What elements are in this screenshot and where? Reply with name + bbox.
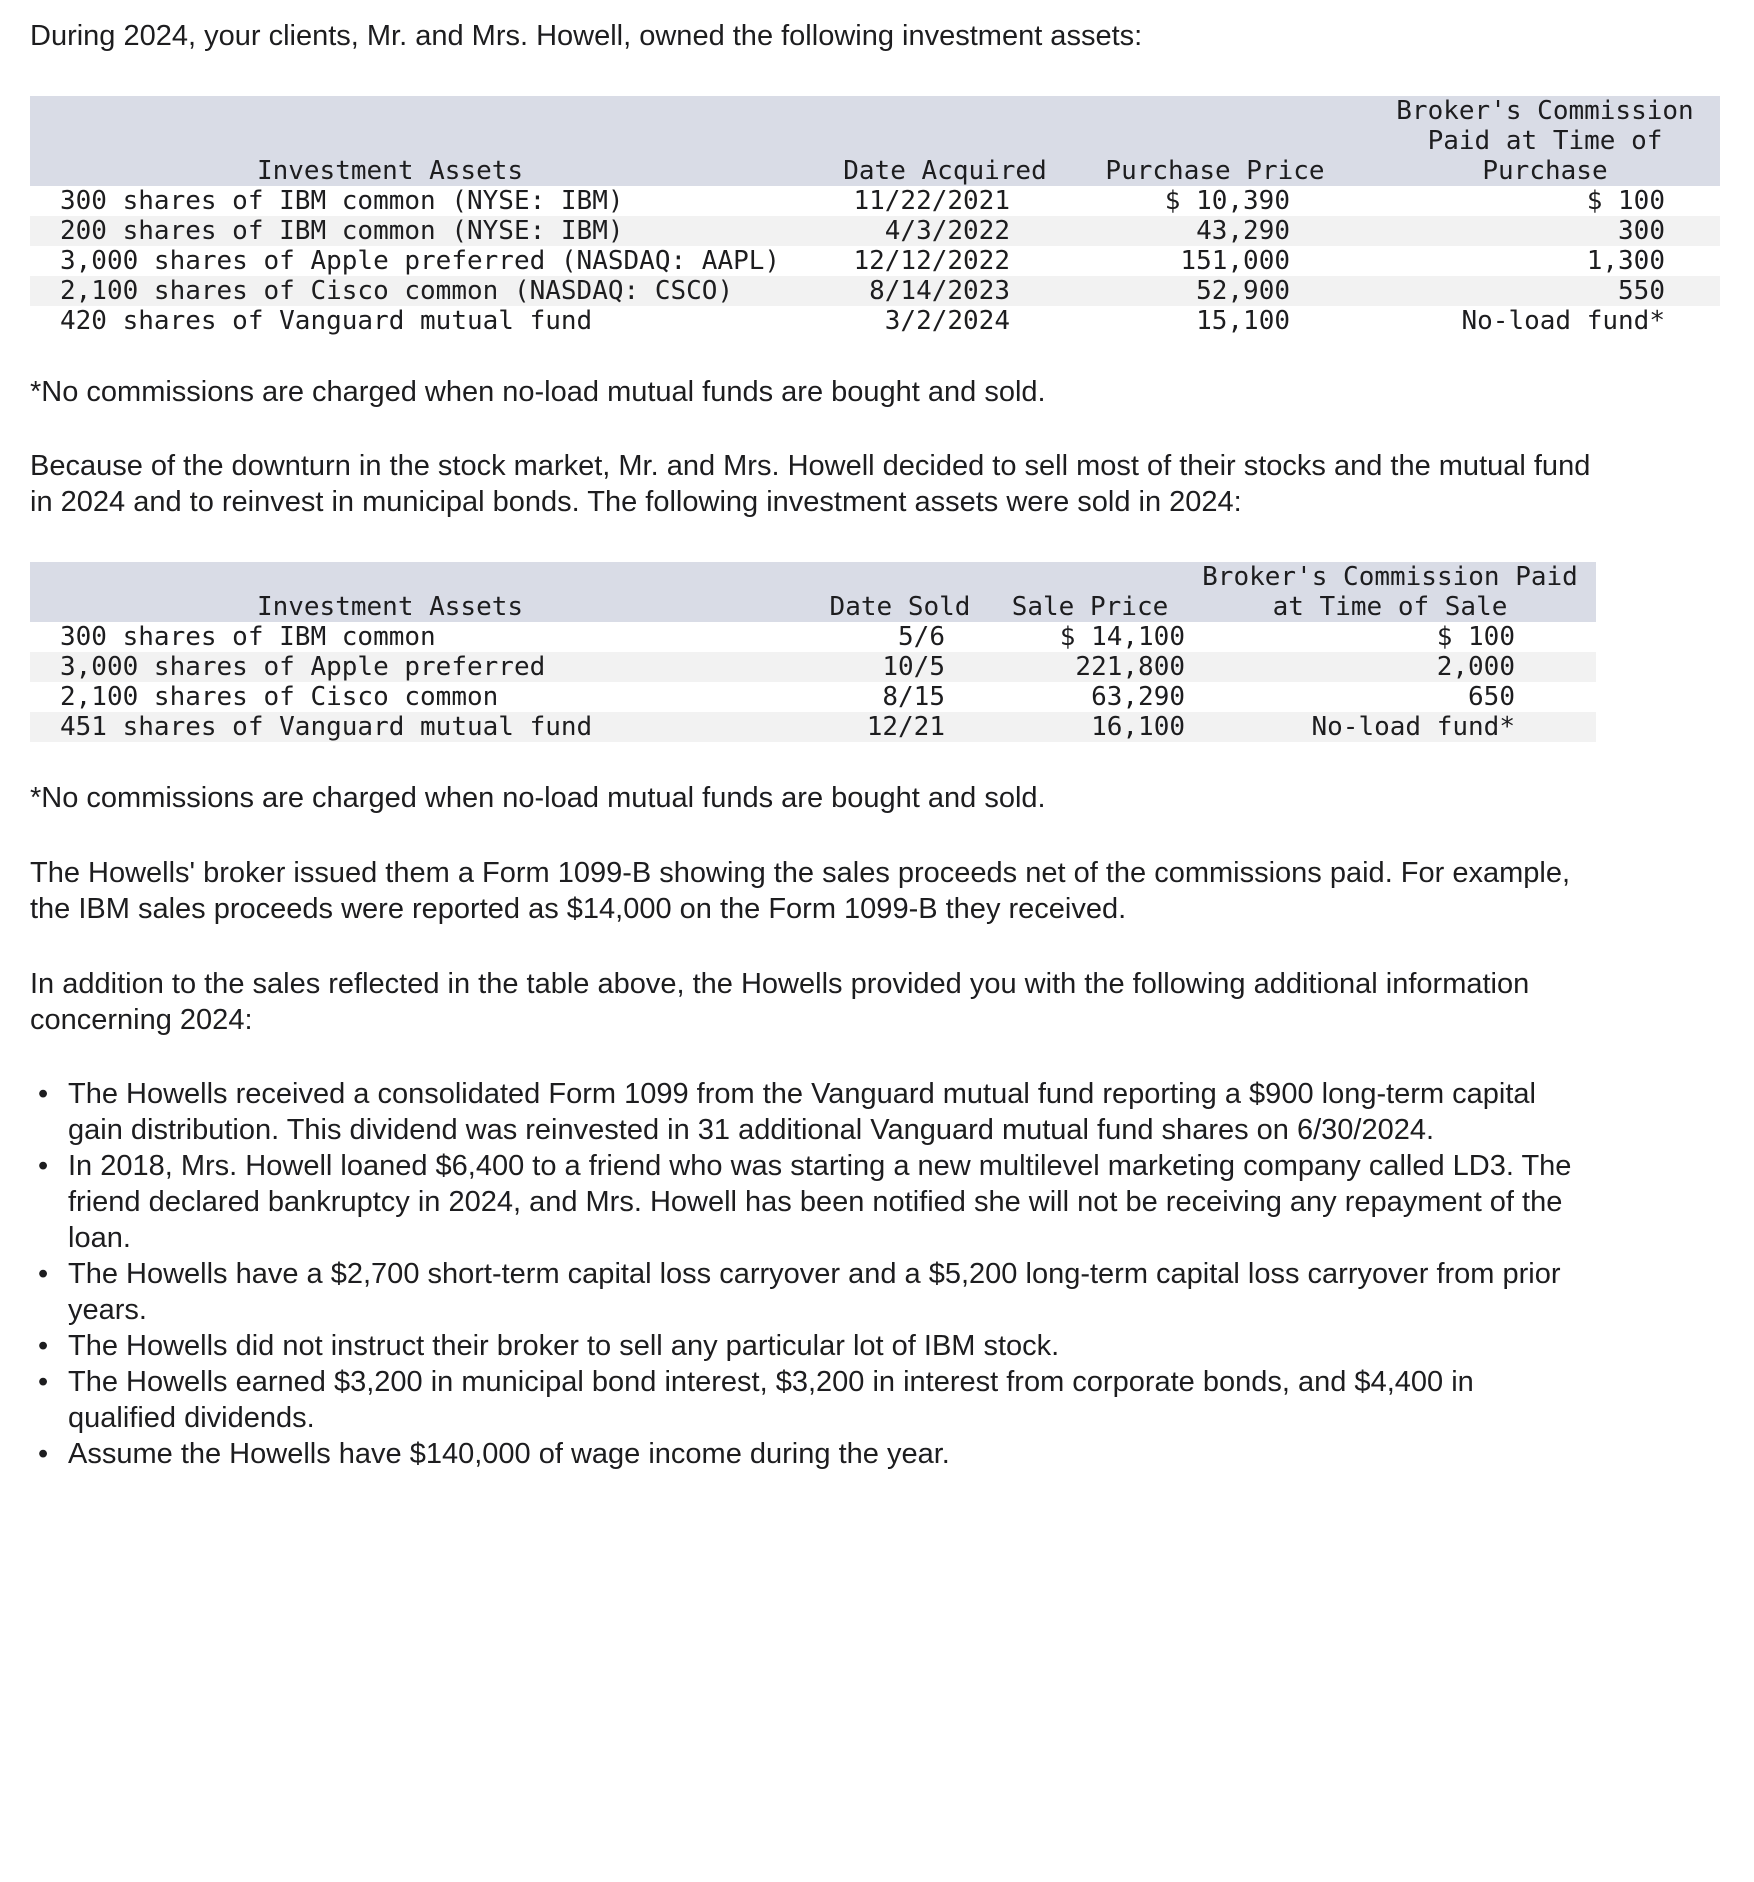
purchase-commission: 300 (1618, 216, 1665, 246)
purchase-date: 4/3/2022 (884, 216, 1010, 246)
additional-info-list (30, 1076, 1730, 1472)
list-item-text: The Howells earned $3,200 in municipal bond interest, $3,200 in interest from corporate bonds, and $4,400 in (68, 1366, 1474, 1398)
purchase-asset: 300 shares of IBM common (NYSE: IBM) (60, 186, 624, 216)
intro-text: During 2024, your clients, Mr. and Mrs. Howell, owned the following investment assets: (30, 20, 1143, 52)
sales-header-price: Sale Price (1011, 592, 1169, 622)
purchase-price: 43,290 (1196, 216, 1290, 246)
sale-price: 16,100 (1091, 712, 1185, 742)
purchase-asset: 3,000 shares of Apple preferred (NASDAQ: AAPL) (60, 246, 781, 276)
list-item-text: Assume the Howells have $140,000 of wage income during the year. (68, 1438, 950, 1470)
list-item-text: loan. (68, 1222, 131, 1254)
paragraph-additional-info: In addition to the sales reflected in the table above, the Howells provided you with the following additional information (30, 968, 1530, 1000)
bullet-icon: • (38, 1330, 49, 1362)
sale-date: 10/5 (882, 652, 945, 682)
footnote: *No commissions are charged when no-load mutual funds are bought and sold. (30, 782, 1046, 814)
purchase-price: $ 10,390 (1164, 186, 1290, 216)
list-item (30, 1076, 1730, 1148)
sale-date: 5/6 (898, 622, 945, 652)
list-item (30, 1148, 1730, 1256)
list-item (30, 1436, 1730, 1472)
sales-table (30, 562, 1596, 742)
list-item-text: The Howells did not instruct their broker to sell any particular lot of IBM stock. (68, 1330, 1060, 1362)
purchase-date: 8/14/2023 (869, 276, 1010, 306)
purchases-header-price: Purchase Price (1105, 156, 1325, 186)
sales-header-commission: Broker's Commission Paid (1202, 562, 1578, 592)
list-item (30, 1328, 1730, 1364)
sale-asset: 300 shares of IBM common (60, 622, 436, 652)
sale-date: 8/15 (882, 682, 945, 712)
sale-asset: 2,100 shares of Cisco common (60, 682, 499, 712)
sale-asset: 3,000 shares of Apple preferred (60, 652, 546, 682)
list-item (30, 1256, 1730, 1328)
bullet-icon: • (38, 1150, 49, 1182)
footnote: *No commissions are charged when no-load mutual funds are bought and sold. (30, 376, 1046, 408)
purchase-date: 12/12/2022 (853, 246, 1010, 276)
sale-date: 12/21 (866, 712, 945, 742)
sale-price: 221,800 (1075, 652, 1185, 682)
purchase-asset: 200 shares of IBM common (NYSE: IBM) (60, 216, 624, 246)
purchase-asset: 420 shares of Vanguard mutual fund (60, 306, 593, 336)
purchases-header-commission: Broker's Commission (1396, 96, 1694, 126)
list-item-text: friend declared bankruptcy in 2024, and Mrs. Howell has been notified she will not be receiving any repayment of the (68, 1186, 1563, 1218)
sale-asset: 451 shares of Vanguard mutual fund (60, 712, 593, 742)
purchase-date: 3/2/2024 (884, 306, 1010, 336)
list-item-text: The Howells received a consolidated Form 1099 from the Vanguard mutual fund reporting a $900 long-term capital (68, 1078, 1536, 1110)
sale-price: $ 14,100 (1059, 622, 1185, 652)
sale-price: 63,290 (1091, 682, 1185, 712)
paragraph-sale-context: in 2024 and to reinvest in municipal bonds. The following investment assets were sold in 2024: (30, 486, 1242, 518)
purchases-header-commission: Purchase (1482, 156, 1608, 186)
bullet-icon: • (38, 1258, 49, 1290)
bullet-icon: • (38, 1366, 49, 1398)
list-item-text: The Howells have a $2,700 short-term capital loss carryover and a $5,200 long-term capital loss carryover from prior (68, 1258, 1561, 1290)
list-item-text: years. (68, 1294, 147, 1326)
sale-commission: $ 100 (1436, 622, 1515, 652)
purchase-price: 151,000 (1180, 246, 1290, 276)
bullet-icon: • (38, 1438, 49, 1470)
list-item-text: gain distribution. This dividend was reinvested in 31 additional Vanguard mutual fund shares on 6/30/2024. (68, 1114, 1435, 1146)
list-item-text: In 2018, Mrs. Howell loaned $6,400 to a friend who was starting a new multilevel marketing company called LD3. The (68, 1150, 1572, 1182)
sales-header-commission: at Time of Sale (1272, 592, 1508, 622)
purchase-price: 52,900 (1196, 276, 1290, 306)
list-item-text: qualified dividends. (68, 1402, 315, 1434)
bullet-icon: • (38, 1078, 49, 1110)
purchases-header-date: Date Acquired (843, 156, 1047, 186)
sale-commission: No-load fund* (1311, 712, 1515, 742)
purchases-header-commission: Paid at Time of (1427, 126, 1663, 156)
sales-header-date: Date Sold (829, 592, 971, 622)
paragraph-1099b: The Howells' broker issued them a Form 1099-B showing the sales proceeds net of the commissions paid. For example, (30, 857, 1571, 889)
purchase-commission: No-load fund* (1461, 306, 1665, 336)
sale-commission: 650 (1468, 682, 1515, 712)
purchase-date: 11/22/2021 (853, 186, 1010, 216)
sales-header-asset: Investment Assets (256, 592, 524, 622)
paragraph-1099b: the IBM sales proceeds were reported as $14,000 on the Form 1099-B they received. (30, 893, 1127, 925)
paragraph-additional-info: concerning 2024: (30, 1004, 253, 1036)
sale-commission: 2,000 (1436, 652, 1515, 682)
paragraph-sale-context: Because of the downturn in the stock market, Mr. and Mrs. Howell decided to sell most of their stocks and the mutual fund (30, 450, 1591, 482)
list-item (30, 1364, 1730, 1436)
purchase-commission: $ 100 (1586, 186, 1665, 216)
purchases-table (30, 96, 1720, 336)
purchase-asset: 2,100 shares of Cisco common (NASDAQ: CSCO) (60, 276, 734, 306)
purchase-commission: 1,300 (1586, 246, 1665, 276)
purchase-commission: 550 (1618, 276, 1665, 306)
purchase-price: 15,100 (1196, 306, 1290, 336)
purchases-header-asset: Investment Assets (256, 156, 524, 186)
